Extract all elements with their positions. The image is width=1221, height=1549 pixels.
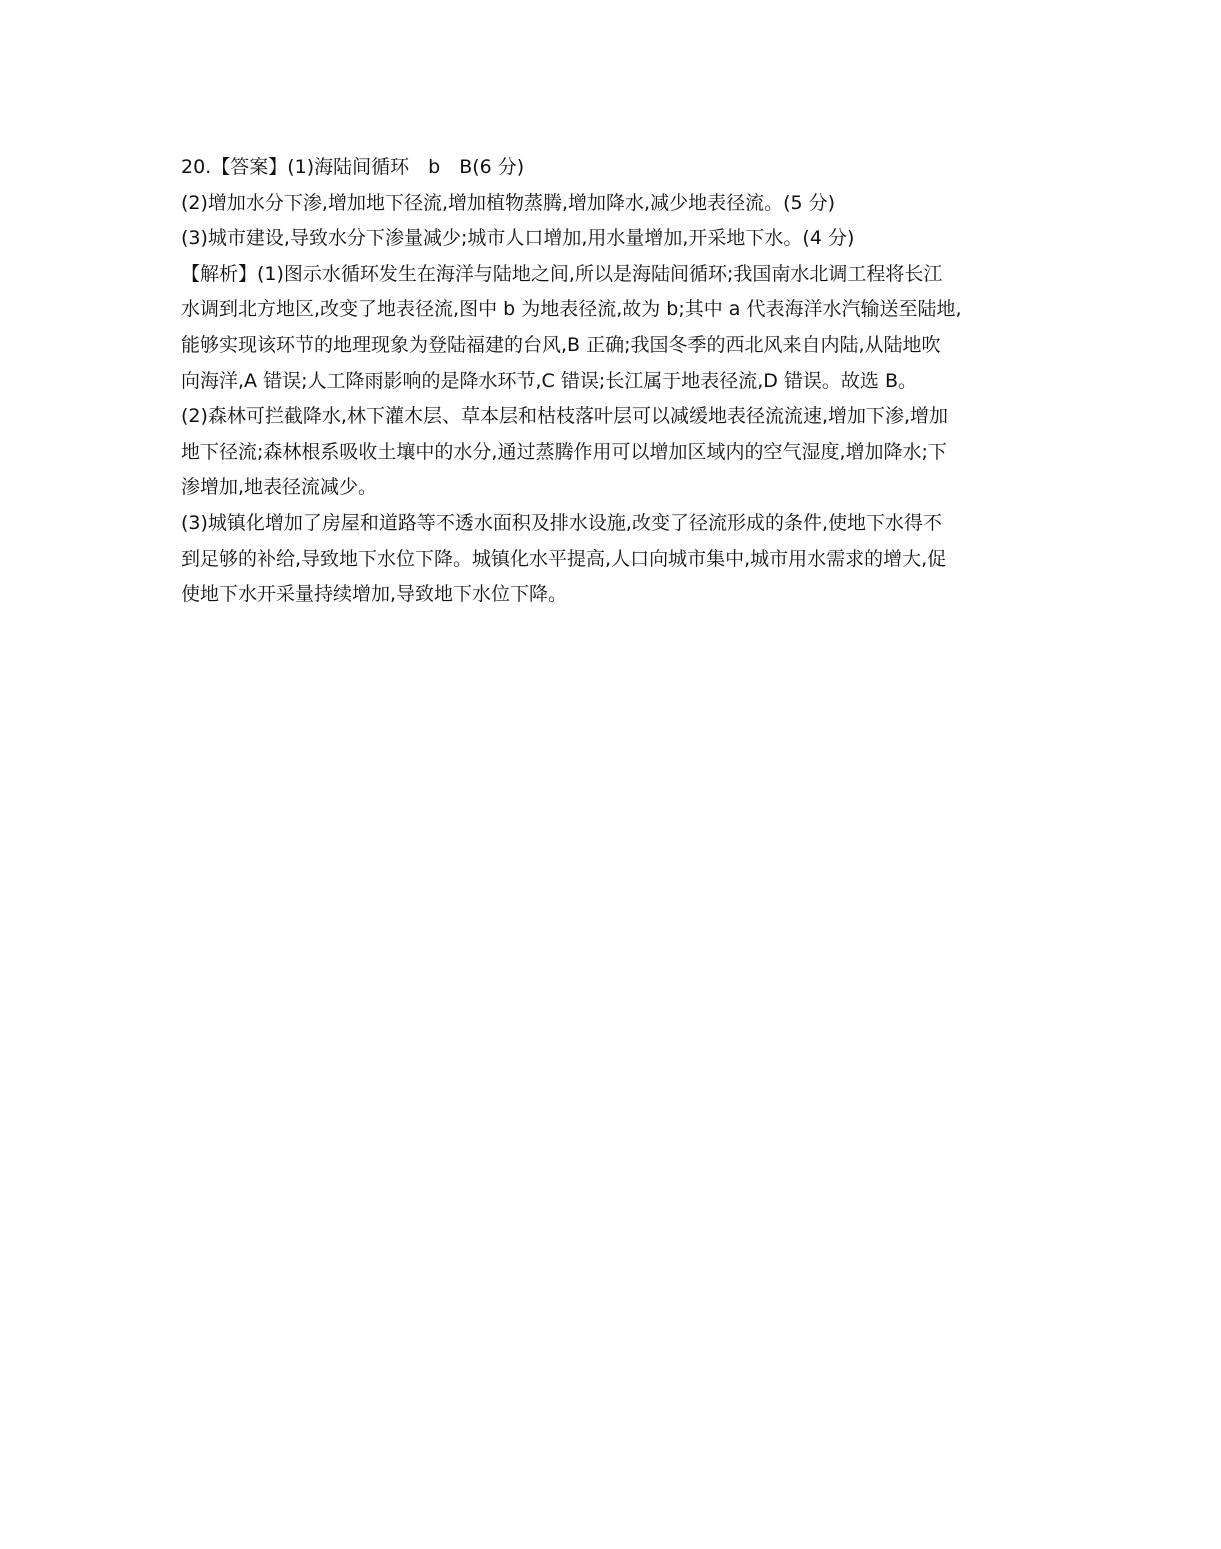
answer-heading-line: 20.【答案】(1)海陆间循环 b B(6 分) — [181, 156, 525, 178]
analysis-line-1: 【解析】(1)图示水循环发生在海洋与陆地之间,所以是海陆间循环;我国南水北调工程将长江 — [181, 262, 943, 285]
analysis-line-3: 能够实现该环节的地理现象为登陆福建的台风,B 正确;我国冬季的西北风来自内陆,从陆地吹 — [181, 333, 941, 356]
answer-part-2-line: (2)增加水分下渗,增加地下径流,增加植物蒸腾,增加降水,减少地表径流。(5 分) — [181, 191, 836, 214]
analysis-part-2-line-1: (2)森林可拦截降水,林下灌木层、草本层和枯枝落叶层可以减缓地表径流流速,增加下渗,增加 — [181, 405, 949, 428]
analysis-part-2-line-3: 渗增加,地表径流减少。 — [181, 476, 378, 499]
analysis-line-2: 水调到北方地区,改变了地表径流,图中 b 为地表径流,故为 b;其中 a 代表海洋水汽输送至陆地, — [181, 298, 962, 321]
analysis-part-3-line-2: 到足够的补给,导致地下水位下降。城镇化水平提高,人口向城市集中,城市用水需求的增大,促 — [181, 547, 947, 570]
answer-part-3-line: (3)城市建设,导致水分下渗量减少;城市人口增加,用水量增加,开采地下水。(4 分) — [181, 227, 855, 250]
analysis-line-4: 向海洋,A 错误;人工降雨影响的是降水环节,C 错误;长江属于地表径流,D 错误。故选 B。 — [181, 369, 918, 392]
analysis-part-2-line-2: 地下径流;森林根系吸收土壤中的水分,通过蒸腾作用可以增加区域内的空气湿度,增加降水;下 — [181, 440, 947, 463]
analysis-part-3-line-3: 使地下水开采量持续增加,导致地下水位下降。 — [181, 583, 568, 606]
answer-document — [181, 150, 1041, 613]
analysis-part-3-line-1: (3)城镇化增加了房屋和道路等不透水面积及排水设施,改变了径流形成的条件,使地下水得不 — [181, 511, 942, 534]
